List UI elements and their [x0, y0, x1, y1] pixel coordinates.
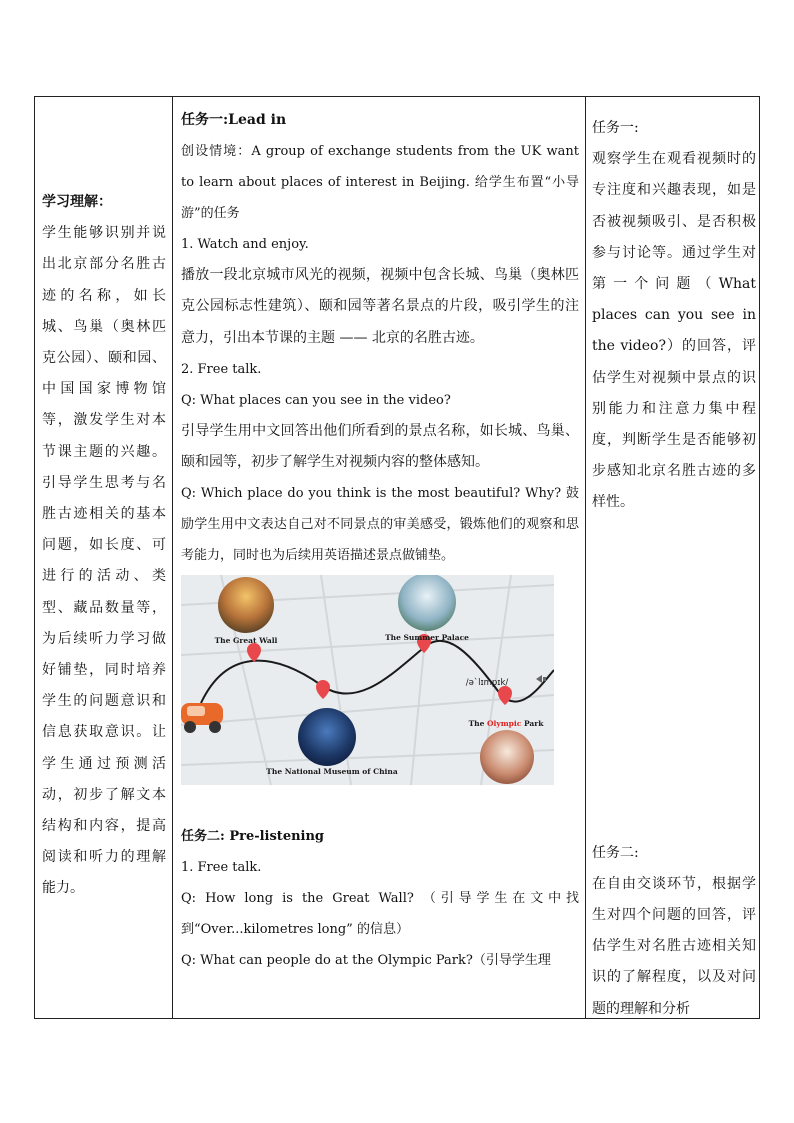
landmarks-illustration: [181, 575, 554, 785]
phonetic-label: /ə`lɪmpɪk/: [465, 678, 509, 689]
task2-step1-label: 1. Free talk.: [181, 860, 262, 876]
great-wall-label: The Great Wall: [214, 636, 278, 646]
right-task1-body: 观察学生在观看视频时的专注度和兴趣表现，如是否被视频吸引、是否积极参与讨论等。通过学生对第一个问题（What places can you see in the video?）的回答，评估学生对视频中景点的识别能力和注意力集中程度，判断学生是否能够初步感知北京名胜古迹的多样性。: [592, 151, 756, 511]
great-wall-photo: [218, 577, 274, 633]
spacer: [592, 519, 756, 838]
question-2: Q: Which place do you think is the most beautiful? Why? 鼓励学生用中文表达自己对不同景点的审美感受，锻炼他们的观察和思考能力，同时也为后续用英语描述景点做铺垫。: [181, 486, 579, 564]
task2-title: 任务二: Pre-listening: [181, 829, 325, 845]
middle-column: [173, 97, 585, 976]
summer-palace-label: The Summer Palace: [385, 633, 469, 643]
scenario-text: 创设情境：A group of exchange students from the UK want to learn about places of interest in Beijing. 给学生布置“小导游”的任务: [181, 144, 579, 222]
task1-title: 任务一:Lead in: [181, 112, 287, 128]
left-column: [35, 97, 172, 905]
lesson-plan-table: [34, 96, 760, 1019]
summer-palace-photo: [398, 575, 456, 631]
olympic-park-label: [469, 719, 545, 728]
spacer: [181, 785, 579, 821]
left-heading: 学习理解：: [42, 194, 112, 210]
step2-label: 2. Free talk.: [181, 361, 262, 377]
step1-description: 播放一段北京城市风光的视频，视频中包含长城、鸟巢（奥林匹克公园标志性建筑）、颐和园等著名景点的片段，吸引学生的注意力，引出本节课的主题 —— 北京的名胜古迹。: [181, 267, 579, 346]
question-1: Q: What places can you see in the video?: [181, 392, 451, 408]
right-task2-label: 任务二:: [592, 844, 639, 861]
museum-label: The National Museum of China: [266, 767, 398, 777]
right-task1-label: 任务一:: [592, 120, 639, 136]
left-body: 学生能够识别并说出北京部分名胜古迹的名称，如长城、鸟巢（奥林匹克公园）、颐和园、中国国家博物馆等，激发学生对本节课主题的兴趣。引导学生思考与名胜古迹相关的基本问题，如长度、可进行的活动、类型、藏品数量等，为后续听力学习做好铺垫，同时培养学生的问题意识和信息获取意识。让学生通过预测活动，初步了解文本结构和内容，提高阅读和听力的理解能力。: [42, 225, 166, 897]
task2-question-2: Q: What can people do at the Olympic Park?（引导学生理: [181, 953, 551, 969]
olympic-park-photo: [480, 730, 534, 784]
museum-photo: [298, 708, 356, 766]
task2-question-1: Q: How long is the Great Wall? （引导学生在文中找到“Over...kilometres long” 的信息）: [181, 891, 579, 938]
olympic-label-pre: The: [468, 719, 488, 729]
right-task2-body: 在自由交谈环节，根据学生对四个问题的回答，评估学生对名胜古迹相关知识的了解程度，以及对问题的理解和分析: [592, 875, 756, 1017]
question-1-description: 引导学生用中文回答出他们所看到的景点名称，如长城、鸟巢、颐和园等，初步了解学生对视频内容的整体感知。: [181, 422, 579, 471]
step1-label: 1. Watch and enjoy.: [181, 237, 309, 253]
right-column: [586, 97, 760, 1025]
olympic-label-red: Olympic: [487, 719, 522, 729]
olympic-label-post: Park: [521, 719, 544, 729]
